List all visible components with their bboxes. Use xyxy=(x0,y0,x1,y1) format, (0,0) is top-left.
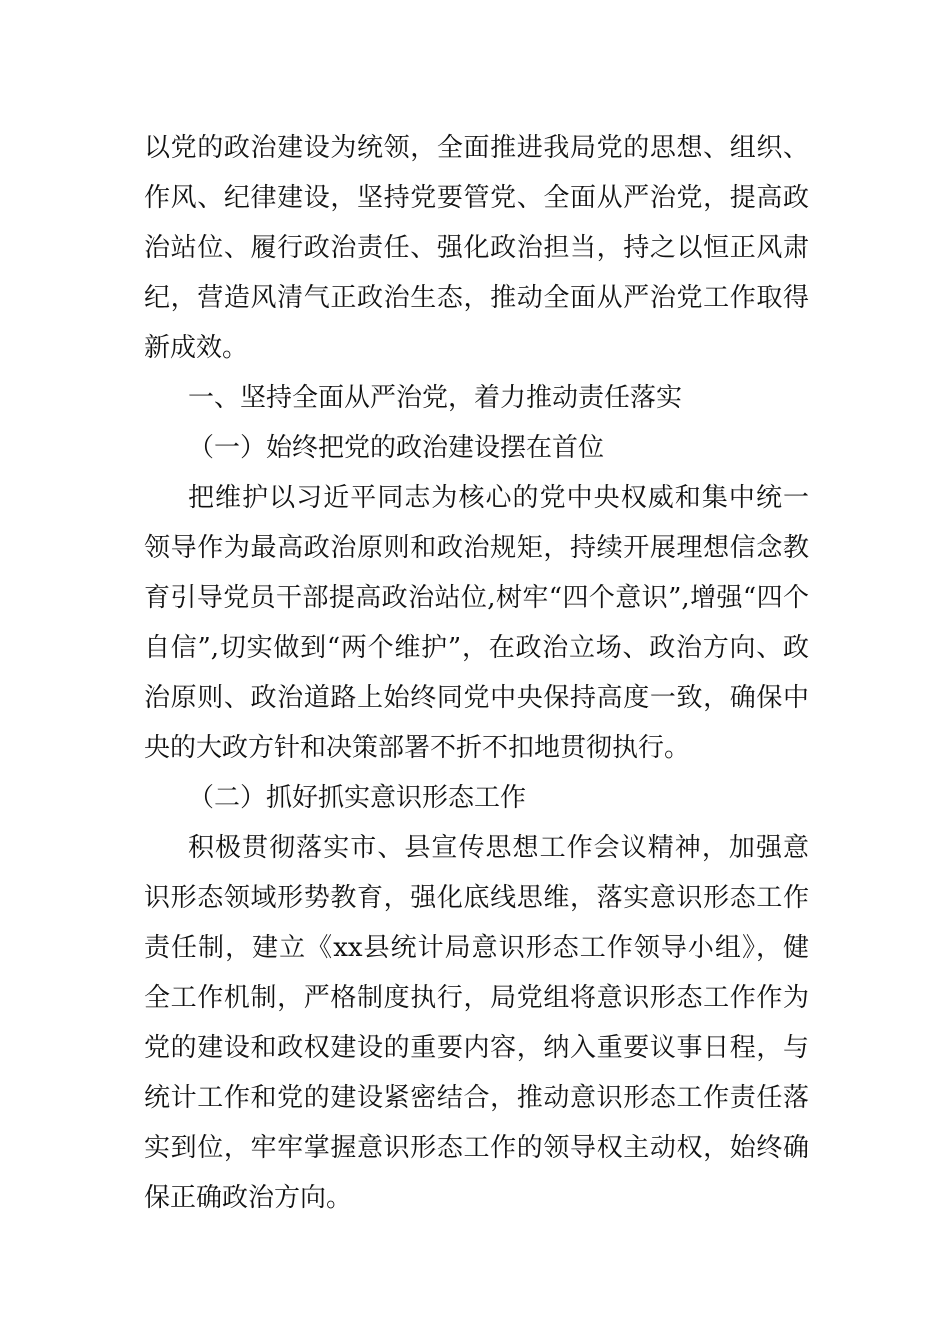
subsection-heading-2: （二）抓好抓实意识形态工作 xyxy=(188,783,527,813)
subsection-body-1: 把维护以习近平同志为核心的党中央权威和集中统一领导作为最高政治原则和政治规矩，持续开展理想信念教育引导党员干部提高政治站位,树牢“四个意识”,增强“四个自信”,切实做到“两个维护”，在政治立场、政治方向、政治原则、政治道路上始终同党中央保持高度一致，确保中央的大政方针和决策部署不折不扣地贯彻执行。 xyxy=(144,483,809,763)
subsection-body-2: 积极贯彻落实市、县宣传思想工作会议精神，加强意识形态领域形势教育，强化底线思维，落实意识形态工作责任制，建立《xx县统计局意识形态工作领导小组》，健全工作机制，严格制度执行，局党组将意识形态工作作为党的建设和政权建设的重要内容，纳入重要议事日程，与统计工作和党的建设紧密结合，推动意识形态工作责任落实到位，牢牢掌握意识形态工作的领导权主动权，始终确保正确政治方向。 xyxy=(144,833,809,1213)
opening-paragraph: 以党的政治建设为统领，全面推进我局党的思想、组织、作风、纪律建设，坚持党要管党、全面从严治党，提高政治站位、履行政治责任、强化政治担当，持之以恒正风肃纪，营造风清气正政治生态，推动全面从严治党工作取得新成效。 xyxy=(144,133,809,363)
subsection-heading-1: （一）始终把党的政治建设摆在首位 xyxy=(188,433,605,463)
section-heading-1: 一、坚持全面从严治党，着力推动责任落实 xyxy=(188,383,683,413)
document-page xyxy=(144,123,809,1223)
